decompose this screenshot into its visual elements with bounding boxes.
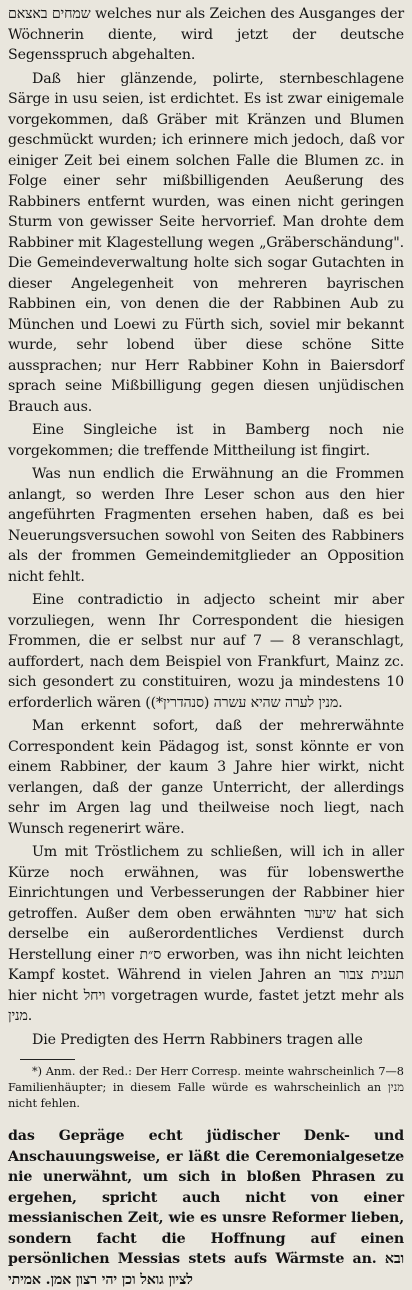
- article-body: [8, 4, 404, 1050]
- paragraph-1: שמחים באצאם welches nur als Zeichen des Ausganges der Wöchnerin diente, wird jetzt der deutsche Segensspruch abgehalten.: [8, 6, 405, 63]
- paragraph-5: Eine contradictio in adjecto scheint mir aber vorzuliegen, wenn Ihr Correspondent die hiesigen Frommen, die er selbst nur auf 7 — 8 veranschlagt, auffordert, nach dem Beispiel von Frankfurt, Mainz zc. sich gesondert zu constituiren, wozu ja mindestens 10 erforderlich wären (מנין לערה שהיא עשרה (סנהדרין*).: [8, 592, 404, 711]
- paragraph-4: Was nun endlich die Erwähnung an die Frommen anlangt, so werden Ihre Leser schon aus den hier angeführten Fragmenten ersehen haben, daß es bei Neuerungsversuchen sowohl von Seiten des Rabbiners als der frommen Gemeindemitglieder an Opposition nicht fehlt.: [8, 466, 404, 585]
- footnote: *) Anm. der Red.: Der Herr Corresp. meinte wahrscheinlich 7—8 Familienhäupter; in diesem Falle würde es wahrscheinlich an מנין nicht fehlen.: [8, 1065, 404, 1110]
- paragraph-7: Um mit Tröstlichem zu schließen, will ich in aller Kürze noch erwähnen, was für lobenswerthe Einrichtungen und Verbesserungen der Rabbiner hier getroffen. Außer dem oben erwähnten שיעור hat sich derselbe ein außerordentliches Verdienst durch Herstellung einer ס״ת erworben, was ihn nicht leichten Kampf kostet. Während in vielen Jahren an תענית צבור hier nicht ויחל vorgetragen wurde, fastet jetzt mehr als מנין.: [8, 844, 405, 1024]
- paragraph-8: Die Predigten des Herrn Rabbiners tragen alle: [32, 1031, 363, 1048]
- continuation-paragraph: das Gepräge echt jüdischer Denk- und Anschauungsweise, er läßt die Ceremonialgesetze nie unerwähnt, um sich in bloßen Phrasen zu ergehen, spricht auch nicht von einer messianischen Zeit, wie es unsre Reformer lieben, sondern facht die Hoffnung auf einen persönlichen Messias stets aufs Wärmste an. ובא לציון גואל וכן יהי רצון אמן. אמיתי: [8, 1128, 404, 1288]
- paragraph-6: Man erkennt sofort, daß der mehrerwähnte Correspondent kein Pädagog ist, sonst könnte er von einem Rabbiner, der kaum 3 Jahre hier wirkt, nicht verlangen, daß der ganze Unterricht, der allerdings sehr im Argen lag und theilweise noch liegt, nach Wunsch regenerirt wäre.: [8, 718, 404, 837]
- footnote-divider: [20, 1059, 75, 1060]
- paragraph-2: Daß hier glänzende, polirte, sternbeschlagene Särge in usu seien, ist erdichtet. Es ist zwar einigemale vorgekommen, daß Gräber mit Kränzen und Blumen geschmückt wurden; ich erinnere mich jedoch, daß vor einiger Zeit bei einem solchen Falle die Blumen zc. in Folge einer sehr mißbilligenden Aeußerung des Rabbiners entfernt wurden, was einen nicht geringen Sturm von gewisser Seite hervorrief. Man drohte dem Rabbiner mit Klagestellung wegen „Gräberschändung". Die Gemeindeverwaltung holte sich sogar Gutachten in dieser Angelegenheit von mehreren bayrischen Rabbinen ein, von denen die der Rabbinen Aub zu München und Loewi zu Fürth sich, soviel mir bekannt wurde, sehr lobend über diese schöne Sitte aussprachen; nur Herr Rabbiner Kohn in Baiersdorf sprach seine Mißbilligung gegen diesen unjüdischen Brauch aus.: [8, 70, 404, 415]
- paragraph-3: Eine Singleiche ist in Bamberg noch nie vorgekommen; die treffende Mittheilung ist fingirt.: [8, 422, 404, 459]
